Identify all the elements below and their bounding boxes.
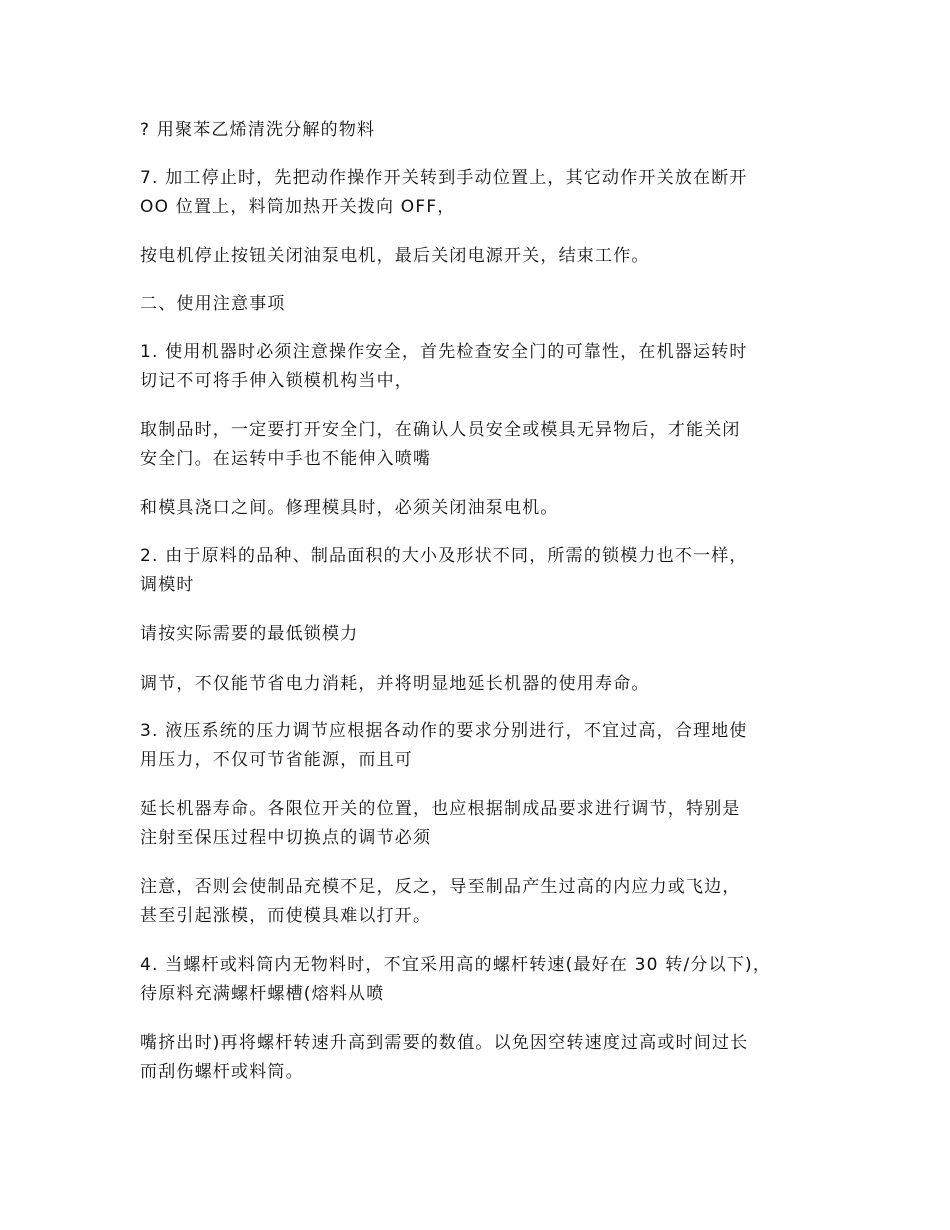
text-line: 2. 由于原料的品种、制品面积的大小及形状不同，所需的锁模力也不一样，	[140, 546, 748, 566]
text-line: 调模时	[140, 575, 195, 595]
paragraph-limit-switch	[140, 795, 830, 853]
text-line: 4. 当螺杆或料筒内无物料时，不宜采用高的螺杆转速(最好在 30 转/分以下)，	[140, 955, 772, 975]
paragraph-safety-door	[140, 416, 830, 474]
text-line: 待原料充满螺杆螺槽(熔料从喷	[140, 984, 385, 1004]
paragraph-cleaning-note	[140, 116, 830, 145]
paragraph-item-2	[140, 542, 830, 600]
text-line: 按电机停止按钮关闭油泵电机，最后关闭电源开关，结束工作。	[140, 246, 650, 266]
text-line: 注意，否则会使制品充模不足，反之，导至制品产生过高的内应力或飞边，	[140, 877, 741, 897]
paragraph-mold-repair	[140, 494, 830, 523]
paragraph-energy-saving	[140, 670, 830, 699]
paragraph-screw-speed	[140, 1029, 830, 1087]
text-line: OO 位置上，料筒加热开关拨向 OFF，	[140, 197, 456, 217]
paragraph-item-3	[140, 717, 830, 775]
text-line: ? 用聚苯乙烯清洗分解的物料	[140, 120, 376, 140]
text-line: 甚至引起涨模，而使模具难以打开。	[140, 906, 432, 926]
text-line: 和模具浇口之间。修理模具时，必须关闭油泵电机。	[140, 498, 559, 518]
text-line: 用压力，不仅可节省能源，而且可	[140, 750, 413, 770]
text-line: 注射至保压过程中切换点的调节必须	[140, 828, 432, 848]
text-line: 延长机器寿命。各限位开关的位置，也应根据制成品要求进行调节，特别是	[140, 799, 741, 819]
section-heading-text: 二、使用注意事项	[140, 294, 286, 314]
paragraph-item-7	[140, 164, 830, 222]
text-line: 1. 使用机器时必须注意操作安全，首先检查安全门的可靠性，在机器运转时	[140, 342, 748, 362]
text-line: 而刮伤螺杆或料筒。	[140, 1062, 304, 1082]
text-line: 取制品时，一定要打开安全门，在确认人员安全或模具无异物后，才能关闭	[140, 420, 741, 440]
text-line: 调节，不仅能节省电力消耗，并将明显地延长机器的使用寿命。	[140, 674, 650, 694]
paragraph-shutdown	[140, 242, 830, 271]
text-line: 7. 加工停止时，先把动作操作开关转到手动位置上，其它动作开关放在断开	[140, 168, 748, 188]
text-line: 请按实际需要的最低锁模力	[140, 624, 359, 644]
paragraph-internal-stress	[140, 873, 830, 931]
paragraph-clamp-force	[140, 620, 830, 649]
text-line: 切记不可将手伸入锁模机构当中，	[140, 371, 413, 391]
paragraph-item-1	[140, 338, 830, 396]
text-line: 安全门。在运转中手也不能伸入喷嘴	[140, 449, 432, 469]
text-line: 3. 液压系统的压力调节应根据各动作的要求分别进行，不宜过高，合理地使	[140, 721, 748, 741]
paragraph-item-4	[140, 951, 830, 1009]
text-line: 嘴挤出时)再将螺杆转速升高到需要的数值。以免因空转速度过高或时间过长	[140, 1033, 749, 1053]
section-heading	[140, 290, 830, 319]
